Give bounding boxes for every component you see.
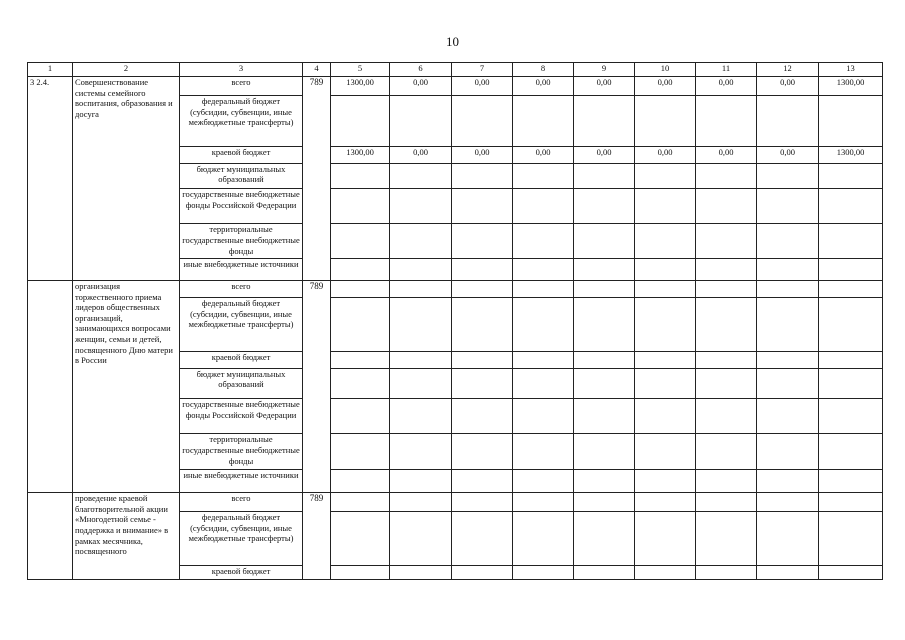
value-cell: 0,00 [513, 77, 574, 96]
value-cell [574, 258, 635, 280]
value-cell [513, 368, 574, 398]
value-cell [757, 189, 819, 224]
value-cell [390, 368, 452, 398]
value-cell [819, 434, 883, 469]
value-cell [574, 351, 635, 368]
header-cell: 13 [819, 63, 883, 77]
value-cell [635, 512, 696, 566]
value-cell [757, 163, 819, 188]
value-cell [390, 399, 452, 434]
value-cell [696, 224, 757, 258]
funding-source: государственные внебюджетные фонды Российской Федерации [180, 399, 303, 434]
section-name: проведение краевой благотворительной акции «Многодетной семье - поддержка и внимание» в рамках месячника, посвященного [73, 493, 180, 580]
table-body [28, 77, 883, 580]
header-cell: 2 [73, 63, 180, 77]
value-cell [331, 163, 390, 188]
value-cell [574, 298, 635, 352]
value-cell [696, 434, 757, 469]
section-code: 3 2.4. [28, 77, 73, 281]
value-cell [757, 280, 819, 297]
value-cell [574, 434, 635, 469]
value-cell: 0,00 [635, 77, 696, 96]
value-cell: 0,00 [574, 146, 635, 163]
value-cell: 1300,00 [331, 77, 390, 96]
value-cell [757, 565, 819, 579]
value-cell [390, 351, 452, 368]
value-cell [574, 565, 635, 579]
value-cell: 0,00 [390, 146, 452, 163]
value-cell [390, 493, 452, 512]
funding-source: всего [180, 77, 303, 96]
value-cell [635, 399, 696, 434]
value-cell [635, 280, 696, 297]
value-cell: 0,00 [696, 146, 757, 163]
value-cell [819, 512, 883, 566]
value-cell [513, 189, 574, 224]
value-cell [696, 469, 757, 492]
value-cell [390, 565, 452, 579]
value-cell [513, 565, 574, 579]
value-cell [574, 399, 635, 434]
value-cell: 1300,00 [331, 146, 390, 163]
value-cell: 0,00 [574, 77, 635, 96]
value-cell [574, 469, 635, 492]
value-cell [819, 493, 883, 512]
value-cell [696, 298, 757, 352]
page-number: 10 [446, 34, 459, 49]
value-cell [635, 368, 696, 398]
header-cell: 8 [513, 63, 574, 77]
value-cell [452, 493, 513, 512]
value-cell [513, 512, 574, 566]
table-row [28, 77, 883, 96]
value-cell [331, 189, 390, 224]
funding-source: краевой бюджет [180, 146, 303, 163]
header-cell: 6 [390, 63, 452, 77]
value-cell [819, 224, 883, 258]
header-cell: 9 [574, 63, 635, 77]
col4-code: 789 [303, 77, 331, 281]
value-cell [513, 351, 574, 368]
value-cell: 1300,00 [819, 146, 883, 163]
value-cell [513, 224, 574, 258]
value-cell [819, 469, 883, 492]
value-cell [696, 512, 757, 566]
value-cell [757, 258, 819, 280]
funding-source: федеральный бюджет (субсидии, субвенции, иные межбюджетные трансферты) [180, 298, 303, 352]
value-cell [696, 189, 757, 224]
value-cell [390, 434, 452, 469]
funding-source: краевой бюджет [180, 565, 303, 579]
budget-table [27, 62, 883, 580]
value-cell [574, 280, 635, 297]
value-cell [513, 96, 574, 147]
funding-source: государственные внебюджетные фонды Российской Федерации [180, 189, 303, 224]
value-cell [513, 280, 574, 297]
value-cell [452, 163, 513, 188]
value-cell [390, 298, 452, 352]
value-cell [635, 351, 696, 368]
value-cell [635, 298, 696, 352]
value-cell [696, 280, 757, 297]
value-cell [331, 493, 390, 512]
header-cell: 1 [28, 63, 73, 77]
value-cell [390, 189, 452, 224]
value-cell [574, 96, 635, 147]
value-cell [513, 493, 574, 512]
value-cell [390, 224, 452, 258]
value-cell [452, 258, 513, 280]
funding-source: бюджет муниципальных образований [180, 163, 303, 188]
funding-source: федеральный бюджет (субсидии, субвенции, иные межбюджетные трансферты) [180, 512, 303, 566]
value-cell [513, 434, 574, 469]
value-cell [819, 189, 883, 224]
value-cell [635, 434, 696, 469]
value-cell [635, 224, 696, 258]
value-cell: 0,00 [390, 77, 452, 96]
value-cell [757, 298, 819, 352]
value-cell [390, 163, 452, 188]
value-cell [574, 493, 635, 512]
value-cell [696, 96, 757, 147]
value-cell [819, 368, 883, 398]
value-cell [452, 189, 513, 224]
value-cell [390, 280, 452, 297]
value-cell [757, 493, 819, 512]
header-row [28, 63, 883, 77]
value-cell [696, 493, 757, 512]
funding-source: территориальные государственные внебюджетные фонды [180, 224, 303, 258]
header-cell: 11 [696, 63, 757, 77]
value-cell [452, 96, 513, 147]
value-cell: 0,00 [635, 146, 696, 163]
header-cell: 12 [757, 63, 819, 77]
value-cell [331, 434, 390, 469]
value-cell [819, 258, 883, 280]
funding-source: территориальные государственные внебюджетные фонды [180, 434, 303, 469]
value-cell [574, 512, 635, 566]
header-cell: 4 [303, 63, 331, 77]
value-cell: 1300,00 [819, 77, 883, 96]
value-cell [331, 280, 390, 297]
value-cell [452, 368, 513, 398]
value-cell [331, 351, 390, 368]
value-cell [390, 258, 452, 280]
value-cell [819, 399, 883, 434]
value-cell [696, 565, 757, 579]
value-cell [513, 298, 574, 352]
col4-code: 789 [303, 280, 331, 492]
value-cell [819, 96, 883, 147]
value-cell [574, 224, 635, 258]
value-cell [696, 258, 757, 280]
value-cell [331, 512, 390, 566]
value-cell: 0,00 [696, 77, 757, 96]
value-cell [696, 368, 757, 398]
value-cell [452, 298, 513, 352]
value-cell [757, 224, 819, 258]
funding-source: бюджет муниципальных образований [180, 368, 303, 398]
value-cell [331, 368, 390, 398]
funding-source: всего [180, 280, 303, 297]
section-code [28, 493, 73, 580]
section-name: Совершенствование системы семейного воспитания, образования и досуга [73, 77, 180, 281]
value-cell [757, 399, 819, 434]
value-cell [513, 163, 574, 188]
value-cell [819, 280, 883, 297]
value-cell [452, 434, 513, 469]
value-cell [819, 163, 883, 188]
value-cell: 0,00 [513, 146, 574, 163]
value-cell [757, 512, 819, 566]
value-cell [331, 298, 390, 352]
value-cell: 0,00 [452, 146, 513, 163]
section-name: организация торжественного приема лидеров общественных организаций, занимающихся вопросами женщин, семьи и детей, посвященного Дню матери в России [73, 280, 180, 492]
value-cell [331, 96, 390, 147]
funding-source: иные внебюджетные источники [180, 258, 303, 280]
value-cell [696, 399, 757, 434]
value-cell [452, 224, 513, 258]
value-cell [513, 399, 574, 434]
value-cell [452, 399, 513, 434]
funding-source: иные внебюджетные источники [180, 469, 303, 492]
funding-source: краевой бюджет [180, 351, 303, 368]
value-cell [574, 368, 635, 398]
value-cell [331, 224, 390, 258]
value-cell [331, 258, 390, 280]
value-cell [452, 351, 513, 368]
value-cell [331, 565, 390, 579]
value-cell: 0,00 [452, 77, 513, 96]
value-cell [696, 163, 757, 188]
value-cell [452, 565, 513, 579]
value-cell [635, 493, 696, 512]
value-cell [574, 163, 635, 188]
value-cell [819, 565, 883, 579]
header-cell: 5 [331, 63, 390, 77]
section-code [28, 280, 73, 492]
value-cell [635, 258, 696, 280]
value-cell [635, 163, 696, 188]
header-cell: 10 [635, 63, 696, 77]
value-cell [819, 351, 883, 368]
value-cell [696, 351, 757, 368]
value-cell [390, 512, 452, 566]
value-cell: 0,00 [757, 77, 819, 96]
header-cell: 3 [180, 63, 303, 77]
value-cell [513, 469, 574, 492]
col4-code: 789 [303, 493, 331, 580]
value-cell [452, 469, 513, 492]
value-cell: 0,00 [757, 146, 819, 163]
table-row [28, 280, 883, 297]
value-cell [757, 96, 819, 147]
value-cell [757, 368, 819, 398]
value-cell [635, 96, 696, 147]
funding-source: федеральный бюджет (субсидии, субвенции, иные межбюджетные трансферты) [180, 96, 303, 147]
value-cell [635, 189, 696, 224]
value-cell [390, 96, 452, 147]
header-cell: 7 [452, 63, 513, 77]
value-cell [452, 512, 513, 566]
value-cell [757, 351, 819, 368]
value-cell [757, 469, 819, 492]
value-cell [635, 469, 696, 492]
value-cell [390, 469, 452, 492]
funding-source: всего [180, 493, 303, 512]
value-cell [331, 399, 390, 434]
value-cell [331, 469, 390, 492]
value-cell [574, 189, 635, 224]
table-row [28, 493, 883, 512]
value-cell [757, 434, 819, 469]
value-cell [452, 280, 513, 297]
value-cell [819, 298, 883, 352]
value-cell [513, 258, 574, 280]
value-cell [635, 565, 696, 579]
